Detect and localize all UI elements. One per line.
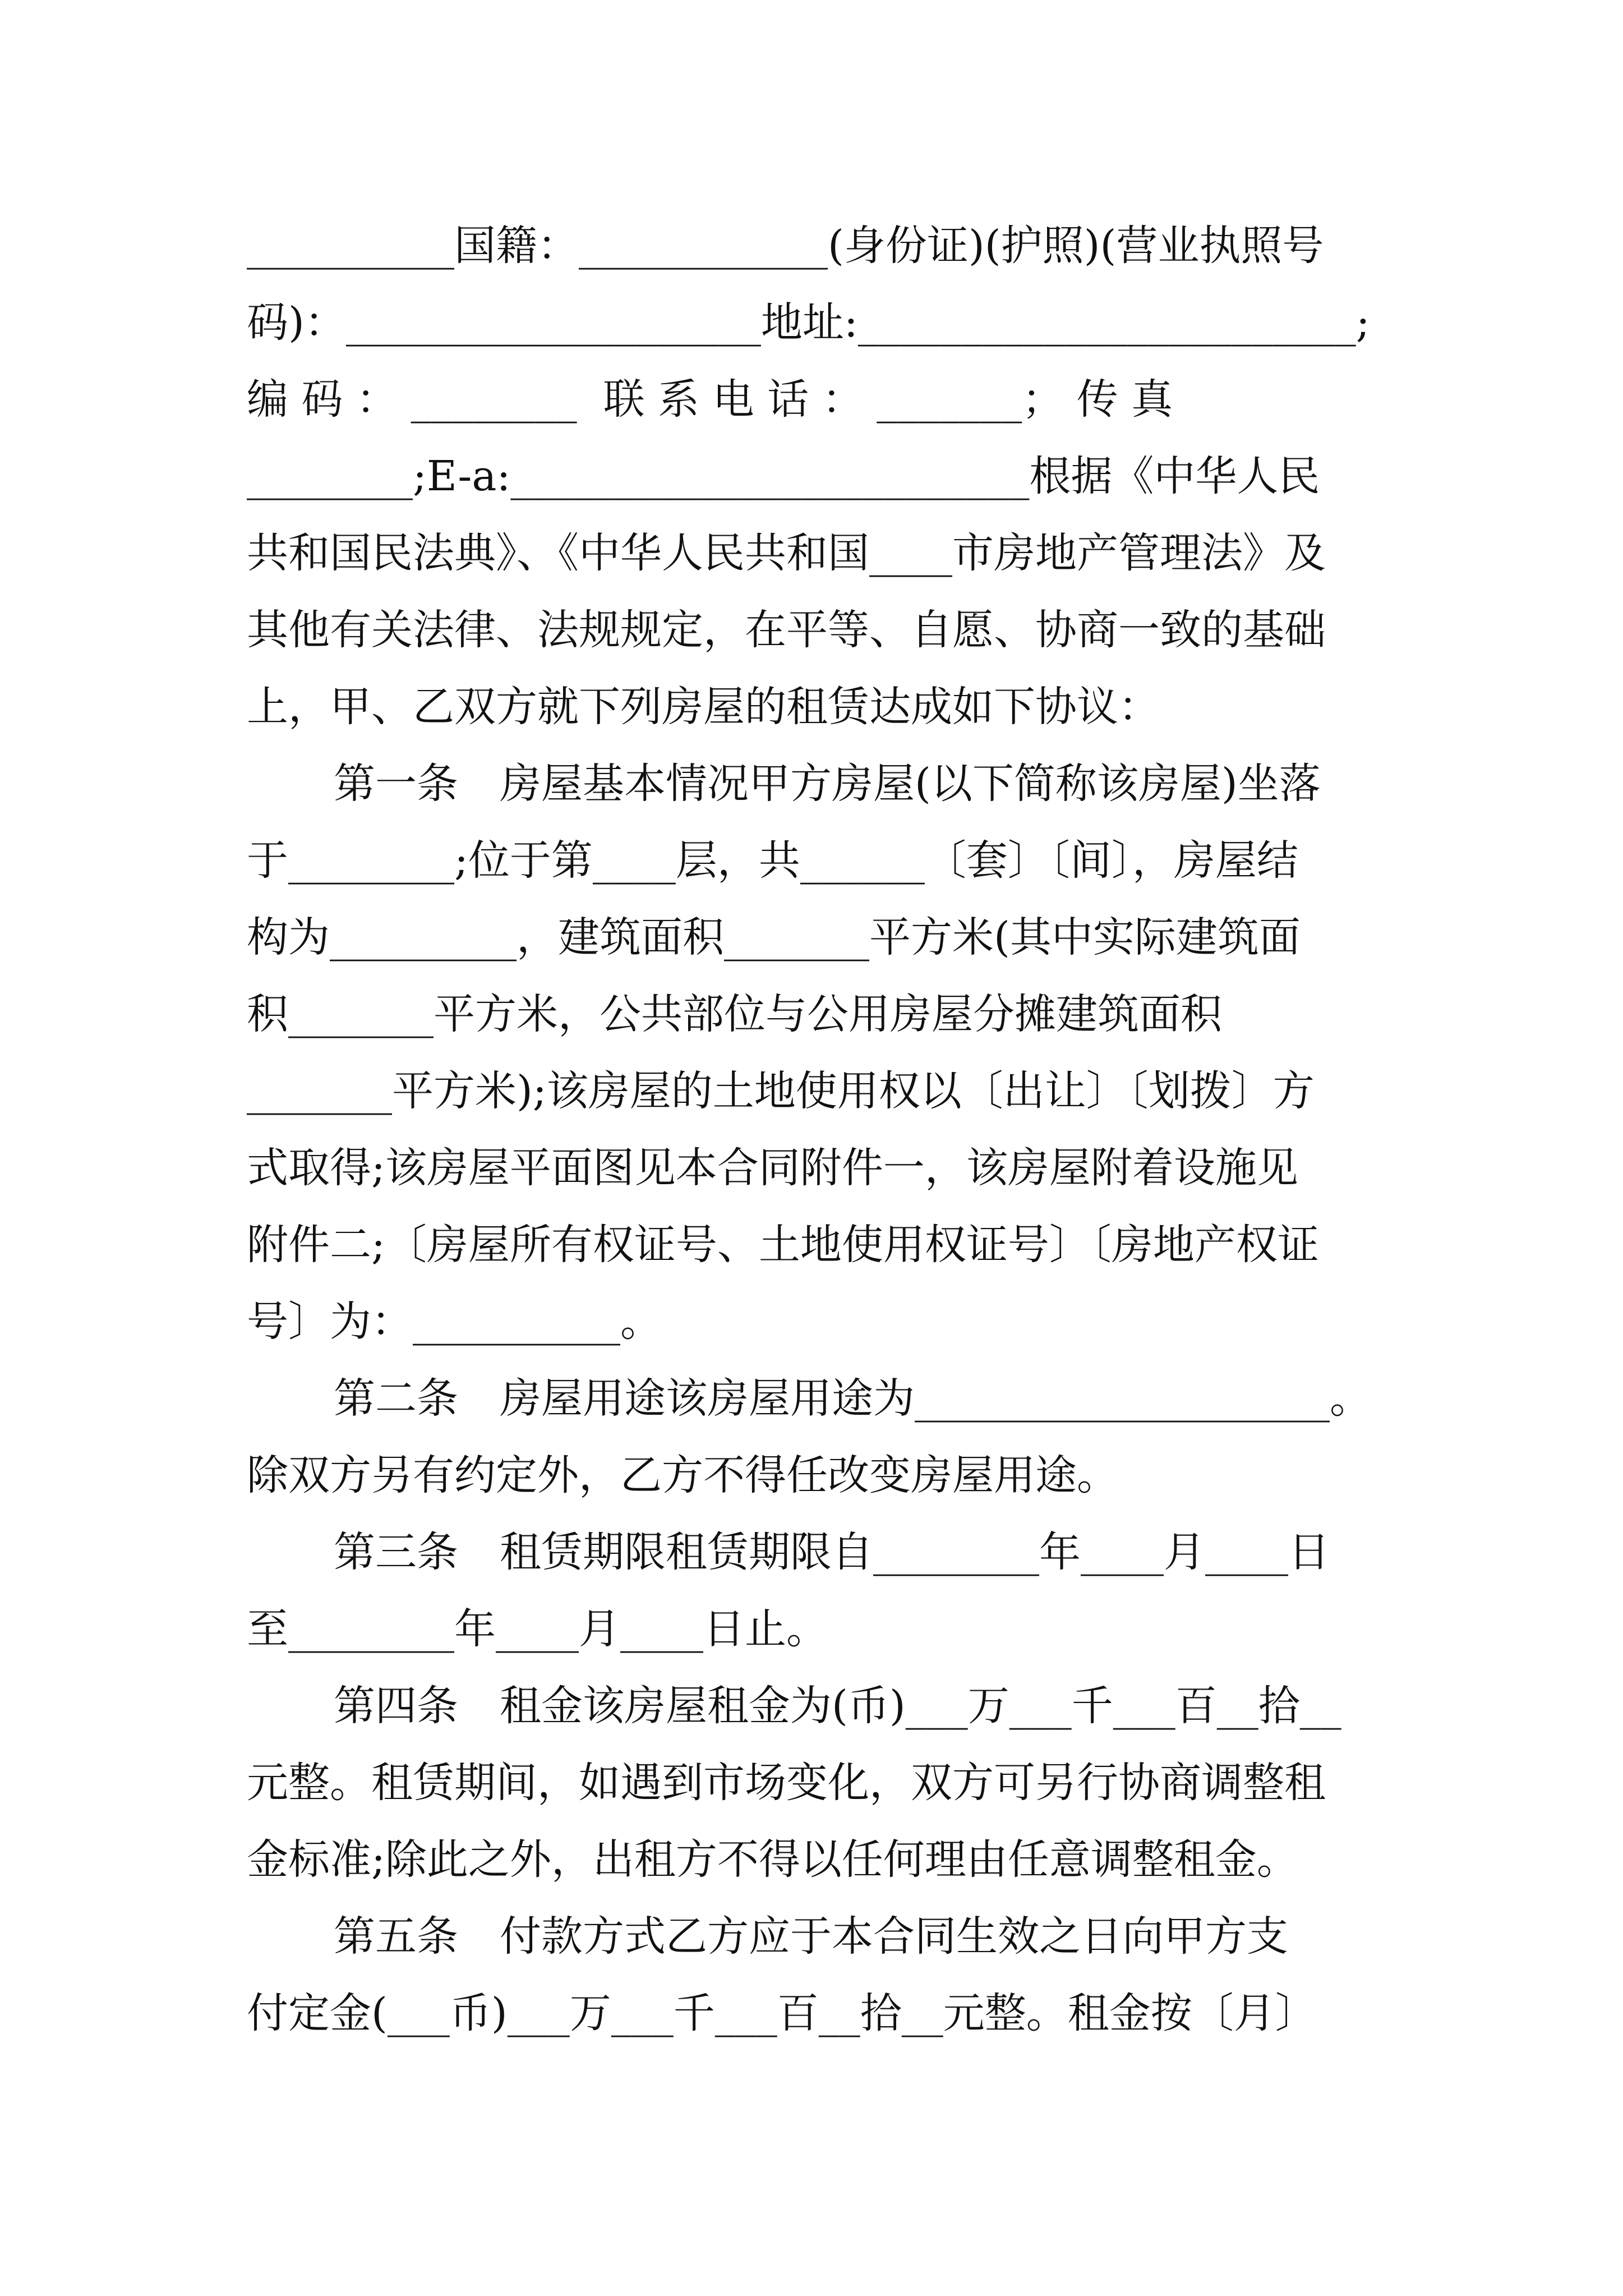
text-line-17: 除双方另有约定外，乙方不得任改变房屋用途。 — [247, 1451, 1118, 1499]
text-line-3: 编 码 ： ________ 联 系 电 话 ： _______； 传 真 — [247, 375, 1173, 424]
text-line-11: 积_______平方米，公共部位与公用房屋分摊建筑面积 — [247, 990, 1222, 1038]
text-line-10: 构为_________，建筑面积_______平方米(其中实际建筑面 — [247, 913, 1301, 961]
text-line-4: ________;E-a:_________________________根据《中华人民 — [247, 452, 1320, 500]
text-line-9: 于________;位于第____层，共______〔套〕〔间〕，房屋结 — [247, 836, 1298, 885]
article-2-heading: 第二条 房屋用途该房屋用途为____________________。 — [334, 1374, 1371, 1423]
text-line-2: 码)：____________________地址:________________________; — [247, 298, 1370, 347]
text-line-14: 附件二;〔房屋所有权证号、土地使用权证号〕〔房地产权证 — [247, 1221, 1319, 1269]
text-line-22: 金标准;除此之外，出租方不得以任何理由任意调整租金。 — [247, 1835, 1298, 1884]
text-line-19: 至________年____月____日止。 — [247, 1605, 828, 1653]
text-line-21: 元整。租赁期间，如遇到市场变化，双方可另行协商调整租 — [247, 1759, 1326, 1807]
text-line-7: 上，甲、乙双方就下列房屋的租赁达成如下协议： — [247, 683, 1160, 731]
contract-page — [247, 208, 1385, 2052]
text-line-24: 付定金(___币)___万___千___百__拾__元整。租金按〔月〕 — [247, 1989, 1317, 2037]
text-line-12: _______平方米);该房屋的土地使用权以〔出让〕〔划拨〕方 — [247, 1067, 1315, 1115]
text-line-13: 式取得;该房屋平面图见本合同附件一，该房屋附着设施见 — [247, 1144, 1298, 1192]
article-1-heading: 第一条 房屋基本情况甲方房屋(以下简称该房屋)坐落 — [334, 760, 1321, 808]
article-4-heading: 第四条 租金该房屋租金为(币)___万___千___百__拾__ — [334, 1682, 1341, 1730]
text-line-6: 其他有关法律、法规规定，在平等、自愿、协商一致的基础 — [247, 606, 1326, 654]
text-line-15: 号〕为：__________。 — [247, 1297, 662, 1346]
article-3-heading: 第三条 租赁期限租赁期限自________年____月____日 — [334, 1528, 1330, 1576]
text-line-1: __________国籍：____________(身份证)(护照)(营业执照号 — [247, 222, 1324, 270]
article-5-heading: 第五条 付款方式乙方应于本合同生效之日向甲方支 — [334, 1912, 1288, 1961]
text-line-5: 共和国民法典》、《中华人民共和国____市房地产管理法》及 — [247, 529, 1326, 577]
